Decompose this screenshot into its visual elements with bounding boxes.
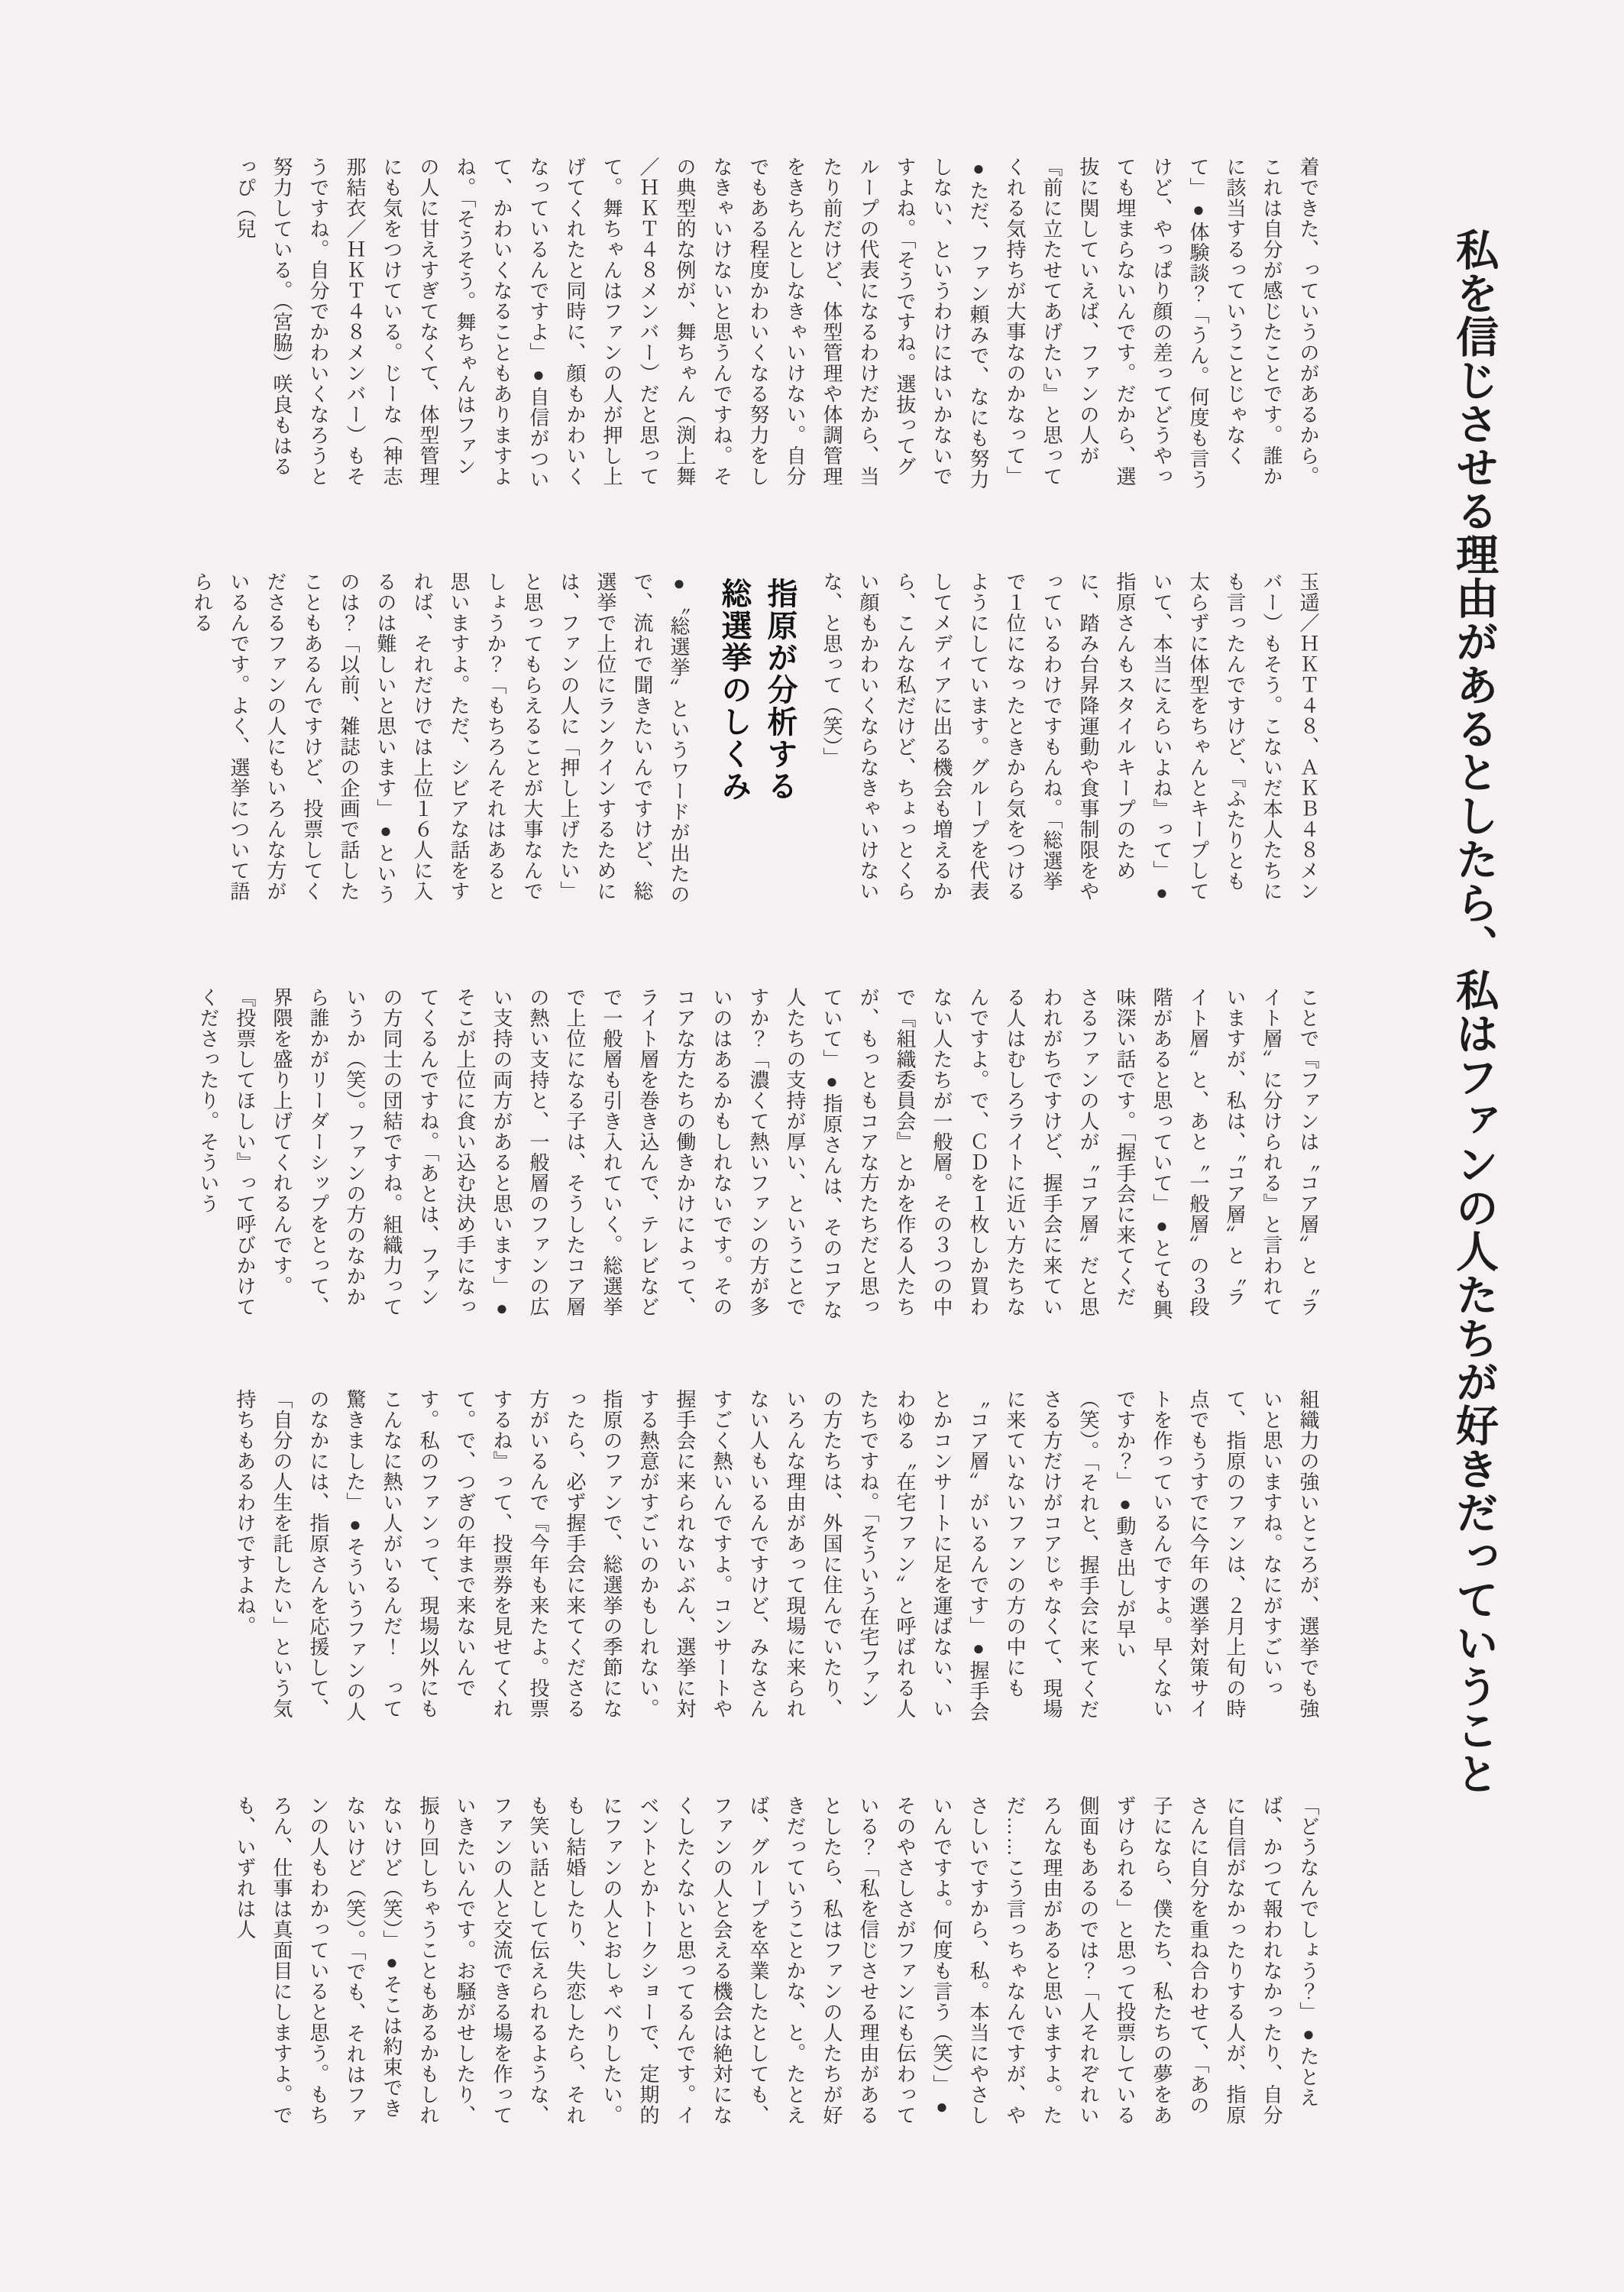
article-text-band-5: 「どうなんでしょう？」●たとえば、かつて報われなかったり、自分に自信がなかったりする人が、指原さんに自分を重ね合わせて、「あの子になら、僕たち、私たちの夢をあずけられる」と思って投票している側面もあるのでは？「人それぞれいろんな理由があると思いますよ。ただ……こう言っちゃなんですが、やさしいですから、私。本当にやさしいんですよ。何度も言う（笑）」●そのやさしさがファンにも伝わっている？「私を信じさせる理由があるとしたら、私はファンの人たちが好きだっていうことかな、と。たとえば、グループを卒業したとしても、ファンの人と会える機会は絶対になくしたくないと思ってるんです。イベントとかトークショーで、定期的にファンの人とおしゃべりしたい。もし結婚したり、失恋したら、それも笑い話として伝えられるような、ファンの人と交流できる場を作っていきたいんです。お騒がせしたり、振り回しちゃうこともあるかもしれないけど（笑）」●そこは約束できないけど（笑）。「でも、それはファンの人もわかっていると思う。もちろん、仕事は真面目にしますよ。でも、いずれは人 [234,1795,1320,2126]
section-heading-line-2: 総選挙のしくみ [717,578,751,802]
article-text-band-4: 組織力の強いところが、選挙でも強いと思いますね。なにがすごいって、指原のファンは、２月上旬の時点でもうすでに今年の選挙対策サイトを作っているんですよ。早くないですか？」●動き出しが早い（笑）。「それと、握手会に来てくださる方だけがコアじゃなくて、現場に来ていないファンの方の中にも〝コア層〟がいるんです」●握手会とかコンサートに足を運ばない、いわゆる〝在宅ファン〟と呼ばれる人たちですね。「そういう在宅ファンの方たちは、外国に住んでいたり、いろんな理由があって現場に来られない人もいるんですけど、みなさんすごく熱いんですよ。コンサートや握手会に来られないぶん、選挙に対する熱意がすごいのかもしれない。指原のファンで、総選挙の季節になったら、必ず握手会に来てくださる方がいるんで『今年も来たよ。投票するね』って、投票券を見せてくれて。で、つぎの年まで来ないんです。私のファンって、現場以外にもこんなに熱い人がいるんだ！ って驚きました」●そういうファンの人のなかには、指原さんを応援して、「自分の人生を託したい」という気持ちもあるわけですよね。 [234,1389,1320,1722]
article-text-band-1: 着できた、っていうのがあるから。これは自分が感じたことです。誰かに該当するっていうことじゃなくて」●体験談？「うん。何度も言うけど、やっぱり顔の差ってどうやっても埋まらないんです。だから、選抜に関していえば、ファンの人が『前に立たせてあげたい』と思ってくれる気持ちが大事なのかなって」●ただ、ファン頼みで、なにも努力しない、というわけにはいかないですよね。「そうですね。選抜ってグループの代表になるわけだから、当たり前だけど、体型管理や体調管理をきちんとしなきゃいけない。自分でもある程度かわいくなる努力をしなきゃいけないと思うんですね。その典型的な例が、舞ちゃん（渕上舞／ＨＫＴ４８メンバー）だと思ってて。舞ちゃんはファンの人が押し上げてくれたと同時に、顔もかわいくなっているんですよ」●自信がついて、かわいくなることもありますよね。「そうそう。舞ちゃんはファンの人に甘えすぎてなくて、体型管理にも気をつけている。じーな（神志那結衣／ＨＫＴ４８メンバー）もそうですね。自分でかわいくなろうと努力している。（宮脇）咲良もはるっぴ（兒 [234,157,1320,490]
headline-vertical: 私を信じさせる理由があるとしたら、私はファンの人たちが好きだっていうこと [1451,228,1499,1795]
article-text-band-3: ことで『ファンは〝コア層〟と〝ライト層〟に分けられる』と言われていますが、私は、〝コア層〟と〝ライト層〟と、あと〝一般層〟の３段階があると思っていて」●とても興味深い話です。「握手会に来てくださるファンの人が〝コア層〟だと思われがちですけど、握手会に来ている人はむしろライトに近い方たちなんですよ。で、ＣＤを１枚しか買わない人たちが一般層。その３つの中で『組織委員会』とかを作る人たちが、もっともコアな方たちだと思っていて」●指原さんは、そのコアな人たちの支持が厚い、ということですか？「濃くて熱いファンの方が多いのはあるかもしれないです。そのコアな方たちの働きかけによって、ライト層を巻き込んで、テレビなどで一般層も引き入れていく。総選挙で上位になる子は、そうしたコア層の熱い支持と、一般層のファンの広い支持の両方があると思います」●そこが上位に食い込む決め手になってくるんですね。「あとは、ファンの方同士の団結ですね。組織力っていうか（笑）。ファンの方のなかから誰かがリーダーシップをとって、界隈を盛り上げてくれるんです。『投票してほしい』って呼びかけてくださったり。そういう [197,987,1320,1320]
article-text-band-2-left: ●〝総選挙〟というワードが出たので、流れで聞きたいんですけど、総選挙で上位にランクインするためには、ファンの人に「押し上げたい」と思ってもらえることが大事なんでしょうか？「もちろんそれはあると思いますよ。ただ、シビアな話をすれば、それだけでは上位１６人に入るのは難しいと思います」●というのは？「以前、雑誌の企画で話したこともあるんですけど、投票してくださるファンの人にもいろんな方がいるんです。よく、選挙について語られる [191,571,691,905]
section-heading [700,578,803,814]
article-text-band-2-right: 玉遥／ＨＫＴ４８、ＡＫＢ４８メンバー）もそう。こないだ本人たちにも言ったんですけど、『ふたりとも太らずに体型をちゃんとキープしていて、本当にえらいよね』って」●指原さんもスタイルキープのために、踏み台昇降運動や食事制限をやっているわけですもんね。「総選挙で１位になったときから気をつけるようにしています。グループを代表してメディアに出る機会も増えるから、こんな私だけど、ちょっとくらい顔もかわいくならなきゃいけないな、と思って（笑）」 [820,571,1320,905]
section-heading-line-1: 指原が分析する [763,578,797,802]
